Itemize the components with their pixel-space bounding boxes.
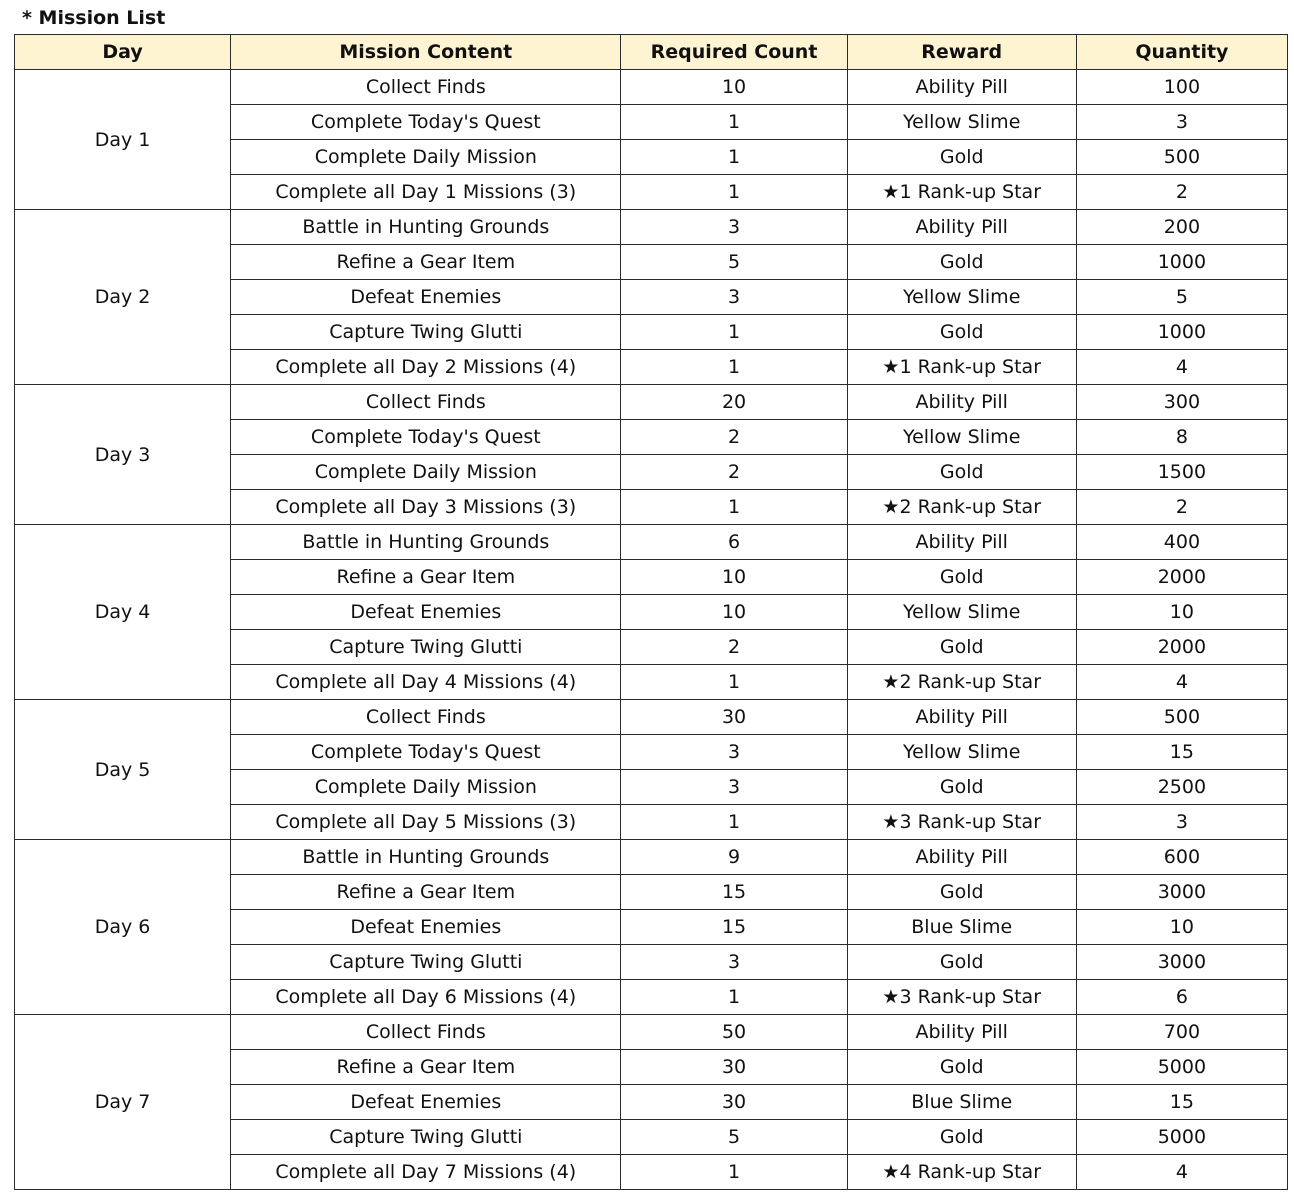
mission-content-cell: Complete all Day 7 Missions (4) — [231, 1155, 621, 1190]
day-cell: Day 7 — [15, 1015, 231, 1190]
reward-cell: Ability Pill — [847, 385, 1076, 420]
required-count-cell: 2 — [621, 420, 847, 455]
mission-content-cell: Defeat Enemies — [231, 280, 621, 315]
column-header-mission-content: Mission Content — [231, 35, 621, 70]
mission-content-cell: Complete all Day 1 Missions (3) — [231, 175, 621, 210]
required-count-cell: 2 — [621, 630, 847, 665]
reward-cell: Ability Pill — [847, 840, 1076, 875]
required-count-cell: 3 — [621, 770, 847, 805]
required-count-cell: 1 — [621, 805, 847, 840]
quantity-cell: 200 — [1076, 210, 1287, 245]
mission-content-cell: Capture Twing Glutti — [231, 630, 621, 665]
reward-cell: Gold — [847, 560, 1076, 595]
reward-cell: Gold — [847, 140, 1076, 175]
required-count-cell: 10 — [621, 560, 847, 595]
reward-cell: Yellow Slime — [847, 280, 1076, 315]
mission-content-cell: Capture Twing Glutti — [231, 945, 621, 980]
table-row — [15, 700, 1288, 735]
day-cell: Day 1 — [15, 70, 231, 210]
mission-content-cell: Complete Daily Mission — [231, 140, 621, 175]
reward-cell: ★2 Rank-up Star — [847, 490, 1076, 525]
quantity-cell: 3 — [1076, 105, 1287, 140]
quantity-cell: 5000 — [1076, 1050, 1287, 1085]
quantity-cell: 15 — [1076, 1085, 1287, 1120]
quantity-cell: 100 — [1076, 70, 1287, 105]
required-count-cell: 10 — [621, 70, 847, 105]
required-count-cell: 1 — [621, 665, 847, 700]
quantity-cell: 3000 — [1076, 945, 1287, 980]
required-count-cell: 1 — [621, 1155, 847, 1190]
required-count-cell: 50 — [621, 1015, 847, 1050]
required-count-cell: 5 — [621, 1120, 847, 1155]
reward-cell: Blue Slime — [847, 1085, 1076, 1120]
mission-content-cell: Complete Today's Quest — [231, 735, 621, 770]
mission-content-cell: Refine a Gear Item — [231, 1050, 621, 1085]
quantity-cell: 2500 — [1076, 770, 1287, 805]
quantity-cell: 4 — [1076, 665, 1287, 700]
required-count-cell: 30 — [621, 700, 847, 735]
table-row — [15, 840, 1288, 875]
reward-cell: Gold — [847, 770, 1076, 805]
quantity-cell: 10 — [1076, 595, 1287, 630]
required-count-cell: 30 — [621, 1085, 847, 1120]
reward-cell: Gold — [847, 1120, 1076, 1155]
day-cell: Day 5 — [15, 700, 231, 840]
reward-cell: Ability Pill — [847, 700, 1076, 735]
reward-cell: ★2 Rank-up Star — [847, 665, 1076, 700]
reward-cell: Blue Slime — [847, 910, 1076, 945]
day-cell: Day 4 — [15, 525, 231, 700]
header-row — [15, 35, 1288, 70]
mission-content-cell: Defeat Enemies — [231, 595, 621, 630]
mission-content-cell: Capture Twing Glutti — [231, 1120, 621, 1155]
quantity-cell: 1000 — [1076, 315, 1287, 350]
column-header-quantity: Quantity — [1076, 35, 1287, 70]
required-count-cell: 15 — [621, 910, 847, 945]
reward-cell: ★1 Rank-up Star — [847, 175, 1076, 210]
required-count-cell: 1 — [621, 490, 847, 525]
required-count-cell: 9 — [621, 840, 847, 875]
mission-content-cell: Refine a Gear Item — [231, 245, 621, 280]
reward-cell: Gold — [847, 315, 1076, 350]
mission-content-cell: Defeat Enemies — [231, 1085, 621, 1120]
table-row — [15, 525, 1288, 560]
table-header — [15, 35, 1288, 70]
quantity-cell: 400 — [1076, 525, 1287, 560]
mission-content-cell: Complete Today's Quest — [231, 105, 621, 140]
required-count-cell: 1 — [621, 140, 847, 175]
column-header-day: Day — [15, 35, 231, 70]
mission-content-cell: Complete all Day 5 Missions (3) — [231, 805, 621, 840]
quantity-cell: 300 — [1076, 385, 1287, 420]
table-row — [15, 210, 1288, 245]
mission-content-cell: Complete all Day 2 Missions (4) — [231, 350, 621, 385]
mission-content-cell: Collect Finds — [231, 1015, 621, 1050]
required-count-cell: 3 — [621, 280, 847, 315]
quantity-cell: 2 — [1076, 490, 1287, 525]
quantity-cell: 3000 — [1076, 875, 1287, 910]
required-count-cell: 10 — [621, 595, 847, 630]
mission-content-cell: Refine a Gear Item — [231, 560, 621, 595]
required-count-cell: 30 — [621, 1050, 847, 1085]
mission-content-cell: Battle in Hunting Grounds — [231, 840, 621, 875]
column-header-reward: Reward — [847, 35, 1076, 70]
quantity-cell: 2 — [1076, 175, 1287, 210]
required-count-cell: 20 — [621, 385, 847, 420]
mission-content-cell: Defeat Enemies — [231, 910, 621, 945]
reward-cell: Yellow Slime — [847, 420, 1076, 455]
table-body — [15, 70, 1288, 1190]
reward-cell: Ability Pill — [847, 210, 1076, 245]
required-count-cell: 2 — [621, 455, 847, 490]
required-count-cell: 1 — [621, 105, 847, 140]
quantity-cell: 500 — [1076, 700, 1287, 735]
table-row — [15, 70, 1288, 105]
reward-cell: Gold — [847, 945, 1076, 980]
reward-cell: Ability Pill — [847, 525, 1076, 560]
required-count-cell: 1 — [621, 175, 847, 210]
quantity-cell: 2000 — [1076, 630, 1287, 665]
reward-cell: ★3 Rank-up Star — [847, 805, 1076, 840]
day-cell: Day 6 — [15, 840, 231, 1015]
mission-content-cell: Battle in Hunting Grounds — [231, 210, 621, 245]
required-count-cell: 3 — [621, 210, 847, 245]
mission-content-cell: Complete all Day 6 Missions (4) — [231, 980, 621, 1015]
reward-cell: ★1 Rank-up Star — [847, 350, 1076, 385]
reward-cell: Gold — [847, 1050, 1076, 1085]
quantity-cell: 4 — [1076, 1155, 1287, 1190]
day-cell: Day 2 — [15, 210, 231, 385]
reward-cell: Gold — [847, 630, 1076, 665]
mission-content-cell: Complete all Day 3 Missions (3) — [231, 490, 621, 525]
reward-cell: ★3 Rank-up Star — [847, 980, 1076, 1015]
reward-cell: Yellow Slime — [847, 105, 1076, 140]
reward-cell: Yellow Slime — [847, 595, 1076, 630]
quantity-cell: 1500 — [1076, 455, 1287, 490]
required-count-cell: 1 — [621, 980, 847, 1015]
table-row — [15, 385, 1288, 420]
column-header-required-count: Required Count — [621, 35, 847, 70]
quantity-cell: 5 — [1076, 280, 1287, 315]
mission-content-cell: Collect Finds — [231, 700, 621, 735]
quantity-cell: 8 — [1076, 420, 1287, 455]
quantity-cell: 1000 — [1076, 245, 1287, 280]
quantity-cell: 15 — [1076, 735, 1287, 770]
quantity-cell: 10 — [1076, 910, 1287, 945]
required-count-cell: 6 — [621, 525, 847, 560]
reward-cell: Gold — [847, 875, 1076, 910]
quantity-cell: 4 — [1076, 350, 1287, 385]
reward-cell: Yellow Slime — [847, 735, 1076, 770]
mission-content-cell: Complete all Day 4 Missions (4) — [231, 665, 621, 700]
table-row — [15, 1015, 1288, 1050]
reward-cell: Ability Pill — [847, 70, 1076, 105]
required-count-cell: 5 — [621, 245, 847, 280]
mission-content-cell: Complete Daily Mission — [231, 770, 621, 805]
required-count-cell: 15 — [621, 875, 847, 910]
mission-content-cell: Refine a Gear Item — [231, 875, 621, 910]
required-count-cell: 3 — [621, 735, 847, 770]
quantity-cell: 500 — [1076, 140, 1287, 175]
mission-content-cell: Collect Finds — [231, 385, 621, 420]
mission-content-cell: Capture Twing Glutti — [231, 315, 621, 350]
reward-cell: Gold — [847, 455, 1076, 490]
quantity-cell: 600 — [1076, 840, 1287, 875]
day-cell: Day 3 — [15, 385, 231, 525]
mission-content-cell: Battle in Hunting Grounds — [231, 525, 621, 560]
reward-cell: Ability Pill — [847, 1015, 1076, 1050]
reward-cell: ★4 Rank-up Star — [847, 1155, 1076, 1190]
required-count-cell: 3 — [621, 945, 847, 980]
mission-table — [14, 34, 1288, 1190]
page-title: * Mission List — [22, 7, 166, 29]
mission-content-cell: Collect Finds — [231, 70, 621, 105]
mission-content-cell: Complete Today's Quest — [231, 420, 621, 455]
reward-cell: Gold — [847, 245, 1076, 280]
required-count-cell: 1 — [621, 315, 847, 350]
quantity-cell: 700 — [1076, 1015, 1287, 1050]
quantity-cell: 6 — [1076, 980, 1287, 1015]
required-count-cell: 1 — [621, 350, 847, 385]
quantity-cell: 3 — [1076, 805, 1287, 840]
quantity-cell: 5000 — [1076, 1120, 1287, 1155]
quantity-cell: 2000 — [1076, 560, 1287, 595]
mission-content-cell: Complete Daily Mission — [231, 455, 621, 490]
